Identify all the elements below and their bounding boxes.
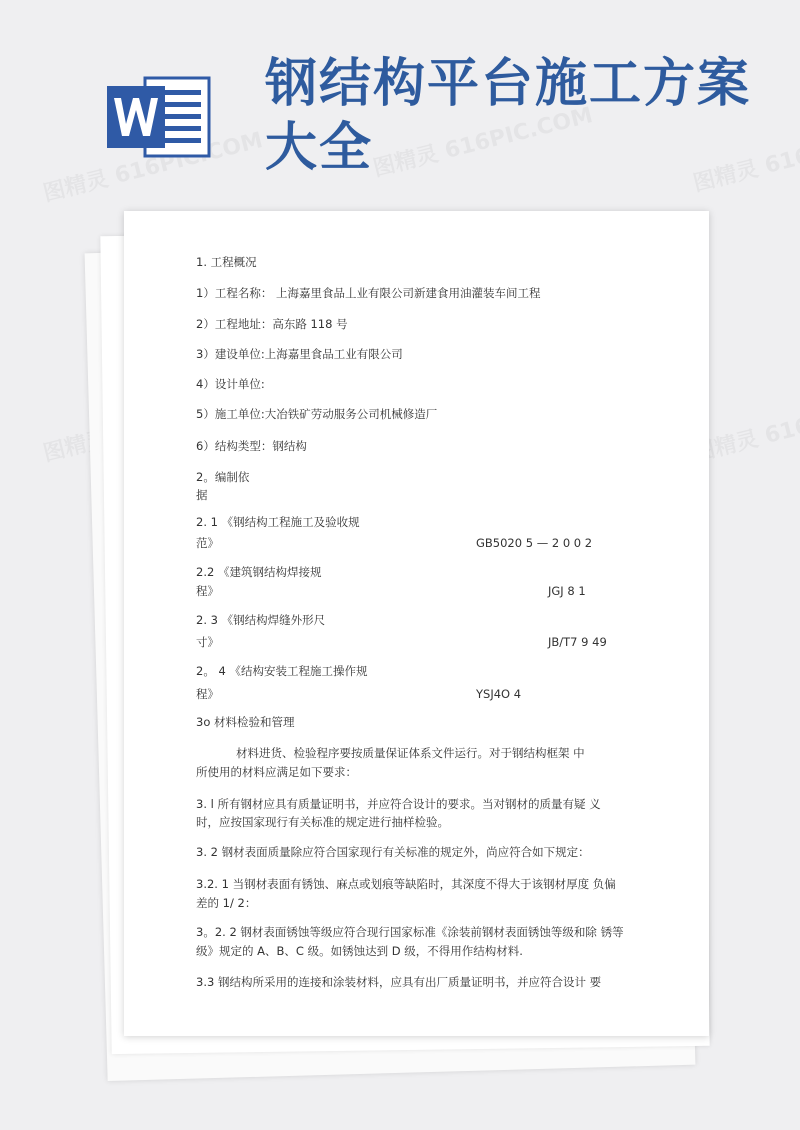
page-title: 钢结构平台施工方案大全 [265,53,752,178]
reference-title: 程》 [196,584,219,598]
reference-title: 程》 [196,687,219,701]
project-address: 2）工程地址：高东路 118 号 [196,317,348,331]
project-name: 1）工程名称： 上海嘉里食品丄业有限公司新建食用油灌装车间工程 [196,286,541,300]
paragraph: 材料进货、检验程序要按质量保证体系文件运行。对于钢结构框架 中 [236,746,585,760]
section-heading: 据 [196,488,208,502]
paragraph: 3.3 钢结构所采用的连接和涂装材料，应具有出厂质量证明书，并应符合设计 要 [196,975,602,989]
design-unit: 4）设计单位: [196,377,265,391]
construction-unit: 3）建设单位:上海嘉里食品工业有限公司 [196,347,403,361]
paragraph: 3。2. 2 钢材表面锈蚀等级应符合现行国家标准《涂装前钢材表面锈蚀等级和除 锈等 [196,925,624,939]
section-heading: 1. 工程概况 [196,255,257,269]
reference-title: 2. 1 《钢结构工程施工及验收规 [196,515,360,529]
contractor-unit: 5）施工单位:大冶铁矿劳动服务公司机械修造厂 [196,407,438,421]
reference-title: 寸》 [196,635,219,649]
reference-code: JB/T7 9 49 [548,635,607,649]
paragraph: 时，应按国家现行有关标准的规定进行抽样检验。 [196,815,449,829]
paragraph: 3. l 所有钢材应具有质量证明书，并应符合设计的要求。当对钢材的质量有疑 义 [196,797,601,811]
word-icon [105,72,213,162]
reference-code: JGJ 8 1 [548,584,586,598]
section-heading: 2。编制依 [196,470,250,484]
paragraph: 级》规定的 A、B、C 级。如锈蚀达到 D 级，不得用作结构材料. [196,944,523,958]
paragraph: 所使用的材料应满足如下要求： [196,765,357,779]
reference-title: 2。 4 《结构安装工程施工操作规 [196,664,368,678]
section-heading: 3o 材料检验和管理 [196,715,295,729]
reference-code: GB5020 5 — 2 0 0 2 [476,536,593,550]
document-page [124,211,709,1036]
reference-title: 范》 [196,536,219,550]
reference-code: YSJ4O 4 [476,687,522,701]
structure-type: 6）结构类型：钢结构 [196,439,307,453]
paragraph: 3.2. 1 当钢材表面有锈蚀、麻点或划痕等缺陷时，其深度不得大于该钢材厚度 负偏 [196,877,616,891]
paragraph: 3. 2 钢材表面质量除应符合国家现行有关标准的规定外，尚应符合如下规定： [196,845,590,859]
paragraph: 差的 1/ 2： [196,896,257,910]
reference-title: 2. 3 《钢结构焊缝外形尺 [196,613,326,627]
reference-title: 2.2 《建筑钢结构焊接规 [196,565,322,579]
